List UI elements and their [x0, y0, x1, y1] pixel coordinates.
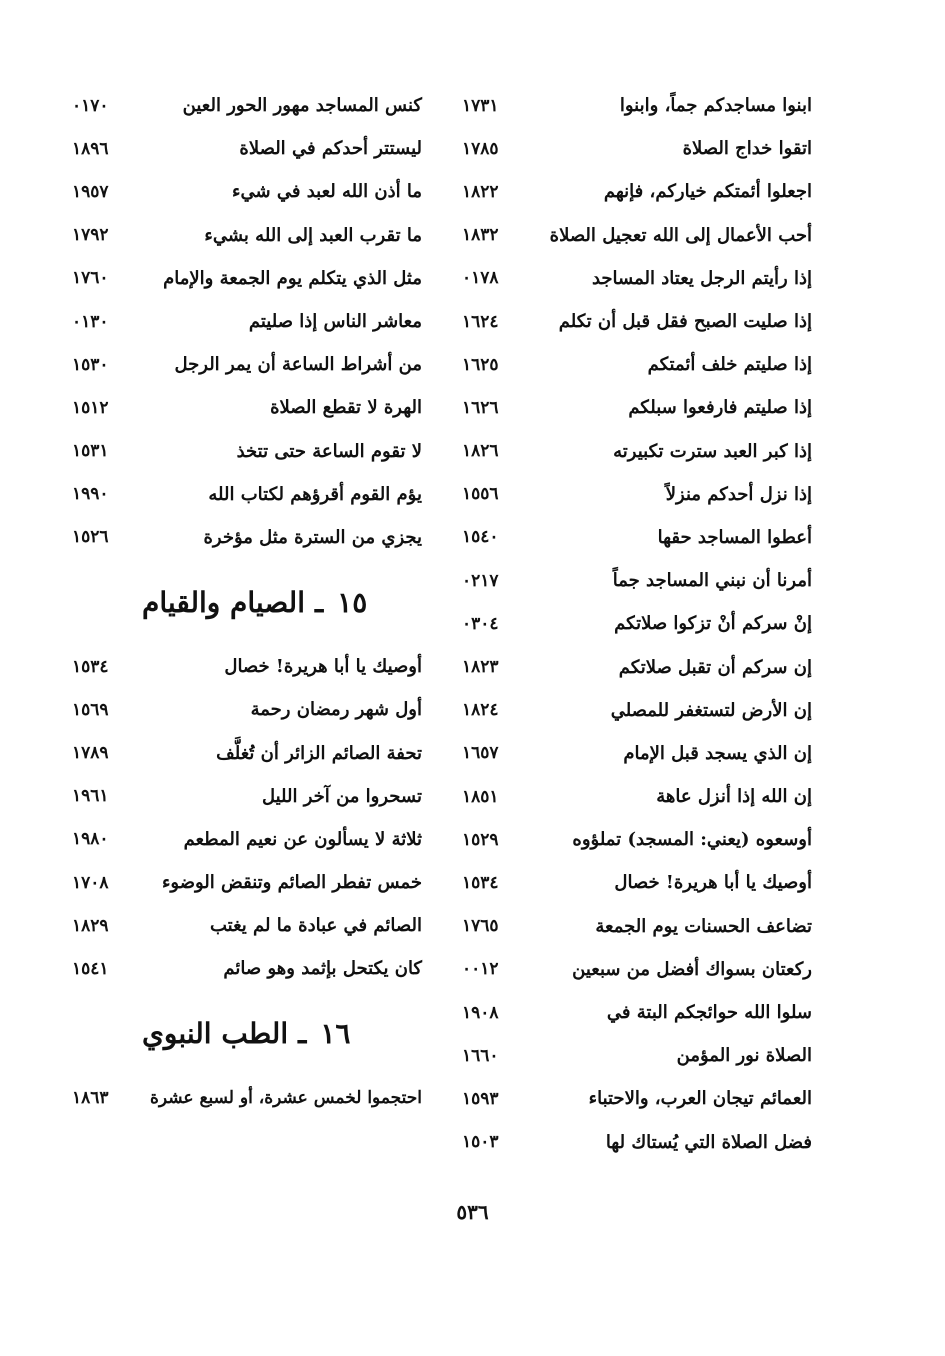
entry-text: ما تقرب العبد إلى الله بشيء — [204, 224, 422, 246]
entry-number: ١٨٩٦ — [72, 138, 109, 159]
right-index-column — [462, 84, 812, 1164]
entry-text: إذا صليتم خلف أئمتكم — [647, 354, 812, 376]
entry-text: ما أذن الله لعبد في شيء — [232, 181, 422, 203]
entry-text: الصائم في عبادة ما لم يغتب — [209, 915, 422, 937]
index-entry — [72, 257, 422, 300]
entry-text: من أشراط الساعة أن يمر الرجل — [174, 354, 422, 376]
entry-number: ١٥٣٤ — [462, 872, 499, 893]
index-entry — [72, 214, 422, 257]
entry-number: ٠٠١٢ — [462, 959, 499, 980]
entry-text: لا تقوم الساعة حتى تتخذ — [236, 440, 422, 462]
entry-text: إنْ سركم أنْ تزكوا صلاتكم — [614, 613, 812, 635]
index-entry — [462, 516, 812, 559]
index-entry — [462, 559, 812, 602]
section-title: الصيام والقيام — [142, 585, 305, 619]
index-entry — [462, 905, 812, 948]
index-entry — [462, 775, 812, 818]
index-entry — [462, 1077, 812, 1120]
index-entry — [72, 775, 422, 818]
entry-text: أوصيك يا أبا هريرة! خصال — [224, 656, 422, 678]
right-entries-list — [462, 84, 812, 1164]
page-number: ٥٣٦ — [456, 1200, 489, 1224]
index-entry — [462, 214, 812, 257]
index-entry — [72, 343, 422, 386]
index-entry — [72, 861, 422, 904]
entry-number: ١٥١٢ — [72, 397, 109, 418]
entry-number: ٠١٣٠ — [72, 311, 109, 332]
entry-number: ١٥٠٣ — [462, 1132, 499, 1153]
index-entry — [72, 947, 422, 990]
entry-number: ١٥٢٦ — [72, 527, 109, 548]
entry-text: ثلاثة لا يسألون عن نعيم المطعم — [183, 828, 422, 850]
index-entry — [462, 473, 812, 516]
entry-number: ٠١٧٨ — [462, 268, 499, 289]
entry-number: ١٥٥٦ — [462, 484, 499, 505]
entry-text: احتجموا لخمس عشرة، أو لسبع عشرة — [149, 1088, 422, 1109]
index-entry — [462, 732, 812, 775]
entry-number: ١٦٥٧ — [462, 743, 499, 764]
entry-text: أوسعوه (يعني: المسجد) تملؤوه — [572, 829, 812, 851]
section-16-heading — [72, 991, 422, 1077]
index-entry — [462, 991, 812, 1034]
section-15-heading — [72, 559, 422, 645]
entry-number: ١٥٩٣ — [462, 1088, 499, 1109]
entry-number: ١٨٥١ — [462, 786, 499, 807]
index-entry — [72, 430, 422, 473]
index-entry — [72, 127, 422, 170]
entry-number: ٠١٧٠ — [72, 95, 109, 116]
section-number: ١٥ — [337, 585, 368, 619]
index-entry — [72, 688, 422, 731]
entry-text: كان يكتحل بإثمد وهو صائم — [223, 958, 422, 980]
entry-number: ١٨٢٣ — [462, 657, 499, 678]
entry-number: ١٥٣٤ — [72, 656, 109, 677]
entry-text: اجعلوا أئمتكم خياركم، فإنهم — [603, 181, 812, 203]
index-entry — [462, 1034, 812, 1077]
entry-number: ١٨٢٦ — [462, 441, 499, 462]
entry-text: أوصيك يا أبا هريرة! خصال — [614, 872, 812, 894]
section-title: الطب النبوي — [142, 1017, 289, 1051]
index-entry — [72, 516, 422, 559]
entry-number: ١٥٣١ — [72, 441, 109, 462]
index-entry — [462, 127, 812, 170]
entry-text: إن الأرض لتستغفر للمصلي — [610, 699, 812, 721]
entry-text: تحفة الصائم الزائر أن تُغلَّف — [216, 742, 422, 764]
section-15-entries-list — [72, 645, 422, 991]
index-entry — [72, 170, 422, 213]
index-entry — [462, 84, 812, 127]
entry-number: ١٧٣١ — [462, 95, 499, 116]
index-entry — [462, 430, 812, 473]
index-entry — [72, 300, 422, 343]
index-entry — [462, 386, 812, 429]
index-entry — [72, 473, 422, 516]
left-index-column — [72, 84, 422, 1120]
index-entry — [462, 948, 812, 991]
entry-text: يؤم القوم أقرؤهم لكتاب الله — [208, 483, 422, 505]
entry-number: ١٩٩٠ — [72, 484, 109, 505]
entry-text: كنس المساجد مهور الحور العين — [182, 95, 422, 117]
entry-number: ١٥٦٩ — [72, 699, 109, 720]
entry-number: ١٦٢٦ — [462, 397, 499, 418]
index-entry — [462, 300, 812, 343]
entry-number: ١٨٢٩ — [72, 915, 109, 936]
index-entry — [462, 689, 812, 732]
entry-text: إذا صليت الصبح فقل قبل أن تكلم — [558, 311, 812, 333]
index-entry — [462, 343, 812, 386]
entry-text: خمس تفطر الصائم وتنقض الوضوء — [161, 872, 422, 894]
entry-number: ١٦٦٠ — [462, 1045, 499, 1066]
entry-number: ١٨٣٢ — [462, 225, 499, 246]
entry-text: معاشر الناس إذا صليتم — [248, 311, 422, 333]
left-entries-list — [72, 84, 422, 559]
entry-text: ركعتان بسواك أفضل من سبعين — [572, 958, 812, 980]
entry-number: ١٥٤٠ — [462, 527, 499, 548]
entry-number: ١٩٨٠ — [72, 829, 109, 850]
entry-text: تسحروا من آخر الليل — [261, 785, 422, 807]
entry-number: ٠٣٠٤ — [462, 613, 499, 634]
entry-text: ابنوا مساجدكم جماً، وابنوا — [619, 95, 812, 117]
section-dash: ـ — [298, 1017, 307, 1051]
index-entry — [72, 84, 422, 127]
entry-text: إن سركم أن تقبل صلاتكم — [618, 656, 812, 678]
entry-text: إذا نزل أحدكم منزلاً — [665, 483, 812, 505]
entry-text: إن الذي يسجد قبل الإمام — [623, 742, 812, 764]
entry-text: اتقوا خداج الصلاة — [682, 138, 812, 160]
entry-text: أعطوا المساجد حقها — [657, 526, 812, 548]
entry-number: ١٧٩٢ — [72, 225, 109, 246]
index-entry — [462, 170, 812, 213]
index-entry — [462, 1121, 812, 1164]
index-entry — [72, 818, 422, 861]
entry-number: ١٥٣٠ — [72, 354, 109, 375]
entry-number: ١٩٥٧ — [72, 181, 109, 202]
entry-text: أحب الأعمال إلى الله تعجيل الصلاة — [549, 224, 812, 246]
entry-text: الصلاة نور المؤمن — [676, 1045, 812, 1067]
entry-number: ١٧٦٠ — [72, 268, 109, 289]
index-entry — [72, 645, 422, 688]
entry-text: إذا رأيتم الرجل يعتاد المساجد — [591, 267, 812, 289]
index-entry — [462, 818, 812, 861]
entry-number: ١٧٨٥ — [462, 138, 499, 159]
section-number: ١٦ — [320, 1017, 351, 1051]
entry-text: فضل الصلاة التي يُستاك لها — [605, 1131, 812, 1153]
index-entry — [462, 602, 812, 645]
entry-number: ٠٢١٧ — [462, 570, 499, 591]
index-entry — [462, 645, 812, 688]
entry-number: ١٧٠٨ — [72, 872, 109, 893]
entry-number: ١٧٨٩ — [72, 743, 109, 764]
entry-text: الهرة لا تقطع الصلاة — [270, 397, 422, 419]
entry-number: ١٩٦١ — [72, 786, 109, 807]
entry-number: ١٩٠٨ — [462, 1002, 499, 1023]
entry-number: ١٦٢٥ — [462, 354, 499, 375]
entry-number: ١٦٢٤ — [462, 311, 499, 332]
entry-text: إن الله إذا أنزل عاهة — [656, 786, 812, 808]
index-entry — [462, 861, 812, 904]
entry-text: يجزي من السترة مثل مؤخرة — [203, 526, 422, 548]
index-entry — [72, 904, 422, 947]
entry-text: مثل الذي يتكلم يوم الجمعة والإمام — [163, 267, 422, 289]
entry-text: إذا صليتم فارفعوا سبلكم — [628, 397, 812, 419]
entry-text: أول شهر رمضان رحمة — [250, 699, 422, 721]
entry-text: تضاعف الحسنات يوم الجمعة — [595, 915, 812, 937]
entry-text: العمائم تيجان العرب، والاحتباء — [588, 1088, 812, 1110]
index-entry — [72, 1077, 422, 1120]
entry-number: ١٨٢٤ — [462, 700, 499, 721]
entry-number: ١٧٦٥ — [462, 916, 499, 937]
entry-number: ١٥٢٩ — [462, 829, 499, 850]
index-entry — [72, 386, 422, 429]
entry-text: سلوا الله حوائجكم البتة في — [606, 1002, 812, 1024]
section-dash: ـ — [314, 585, 324, 619]
index-entry — [462, 257, 812, 300]
entry-number: ١٨٦٣ — [72, 1088, 109, 1109]
entry-text: إذا كبر العبد سترت تكبيرته — [613, 440, 812, 462]
index-entry — [72, 731, 422, 774]
entry-text: أمرنا أن نبني المساجد جماً — [612, 570, 812, 592]
entry-number: ١٥٤١ — [72, 958, 109, 979]
entry-text: ليستتر أحدكم في الصلاة — [239, 138, 422, 160]
entry-number: ١٨٢٢ — [462, 181, 499, 202]
